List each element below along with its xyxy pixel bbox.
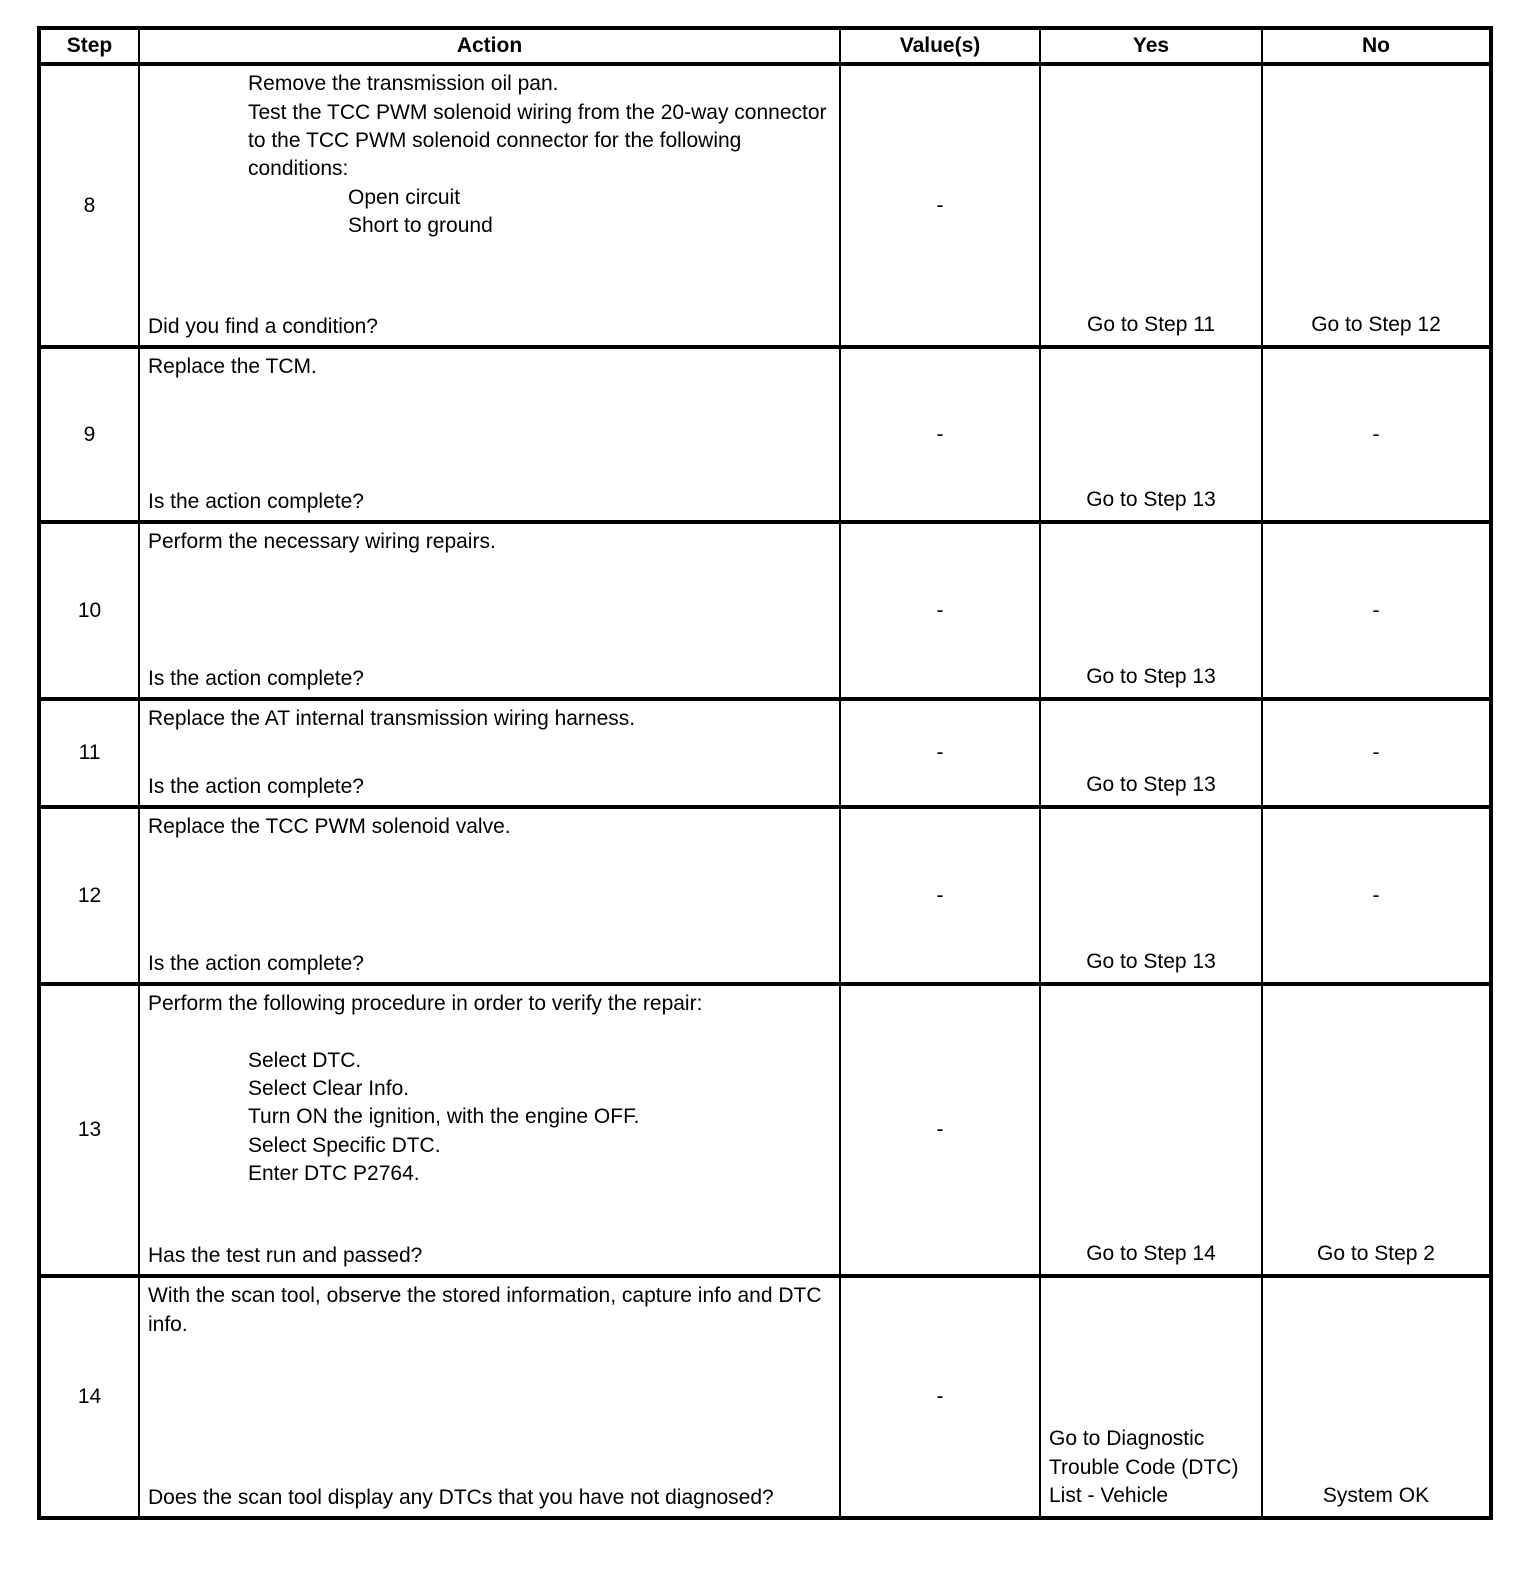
action-cell	[139, 699, 840, 807]
action-line: Remove the transmission oil pan.	[248, 72, 559, 96]
action-line: Select DTC.	[248, 1048, 362, 1072]
action-line: Test the TCC PWM solenoid wiring from the 20-way connector to the TCC PWM solenoid connector for the following conditions:	[248, 100, 827, 181]
value-cell: -	[840, 984, 1040, 1276]
action-question: Is the action complete?	[148, 775, 364, 798]
action-question: Did you find a condition?	[148, 315, 378, 338]
step-cell: 12	[39, 807, 139, 984]
yes-cell: Go to Diagnostic Trouble Code (DTC) List - Vehicle	[1040, 1276, 1262, 1518]
header-row	[39, 28, 1491, 64]
step-cell: 13	[39, 984, 139, 1276]
step-cell: 8	[39, 64, 139, 347]
yes-cell: Go to Step 13	[1040, 522, 1262, 699]
action-question: Has the test run and passed?	[148, 1244, 423, 1267]
action-line: Enter DTC P2764.	[248, 1162, 420, 1186]
value-cell: -	[840, 1276, 1040, 1518]
action-question: Is the action complete?	[148, 952, 364, 975]
table-row-step-12	[39, 807, 1491, 984]
action-cell	[139, 984, 840, 1276]
column-header-yes: Yes	[1040, 28, 1262, 64]
column-header-action: Action	[139, 28, 840, 64]
step-cell: 14	[39, 1276, 139, 1518]
action-line: Perform the following procedure in order to verify the repair:	[148, 992, 703, 1016]
yes-cell: Go to Step 13	[1040, 807, 1262, 984]
yes-cell: Go to Step 13	[1040, 347, 1262, 522]
table-row-step-11	[39, 699, 1491, 807]
action-line: Replace the TCM.	[148, 355, 317, 379]
no-cell: Go to Step 2	[1262, 984, 1491, 1276]
action-question: Is the action complete?	[148, 667, 364, 690]
yes-cell: Go to Step 11	[1040, 64, 1262, 347]
column-header-step: Step	[39, 28, 139, 64]
action-line: Select Clear Info.	[248, 1077, 410, 1101]
no-cell: System OK	[1262, 1276, 1491, 1518]
no-cell: Go to Step 12	[1262, 64, 1491, 347]
table-row-step-13	[39, 984, 1491, 1276]
yes-cell: Go to Step 14	[1040, 984, 1262, 1276]
no-cell: -	[1262, 347, 1491, 522]
table-row-step-14	[39, 1276, 1491, 1518]
action-line: Select Specific DTC.	[248, 1133, 441, 1157]
table-row-step-10	[39, 522, 1491, 699]
value-cell: -	[840, 807, 1040, 984]
step-cell: 10	[39, 522, 139, 699]
diagnostic-table	[37, 26, 1493, 1520]
action-line: Short to ground	[348, 214, 493, 238]
table-row-step-9	[39, 347, 1491, 522]
action-cell	[139, 347, 840, 522]
value-cell: -	[840, 64, 1040, 347]
action-line: Open circuit	[348, 185, 461, 209]
action-line: Replace the TCC PWM solenoid valve.	[148, 815, 511, 839]
action-line: With the scan tool, observe the stored information, capture info and DTC info.	[148, 1284, 822, 1336]
action-cell	[139, 1276, 840, 1518]
no-cell: -	[1262, 699, 1491, 807]
no-cell: -	[1262, 522, 1491, 699]
value-cell: -	[840, 699, 1040, 807]
action-line: Turn ON the ignition, with the engine OFF.	[248, 1105, 640, 1129]
step-cell: 11	[39, 699, 139, 807]
table-row-step-8	[39, 64, 1491, 347]
step-cell: 9	[39, 347, 139, 522]
yes-cell: Go to Step 13	[1040, 699, 1262, 807]
column-header-no: No	[1262, 28, 1491, 64]
action-line: Replace the AT internal transmission wiring harness.	[148, 707, 636, 731]
action-cell	[139, 807, 840, 984]
value-cell: -	[840, 347, 1040, 522]
column-header-values: Value(s)	[840, 28, 1040, 64]
action-cell	[139, 64, 840, 347]
action-question: Does the scan tool display any DTCs that you have not diagnosed?	[148, 1486, 774, 1509]
no-cell: -	[1262, 807, 1491, 984]
action-line: Perform the necessary wiring repairs.	[148, 530, 496, 554]
value-cell: -	[840, 522, 1040, 699]
action-question: Is the action complete?	[148, 490, 364, 513]
action-cell	[139, 522, 840, 699]
